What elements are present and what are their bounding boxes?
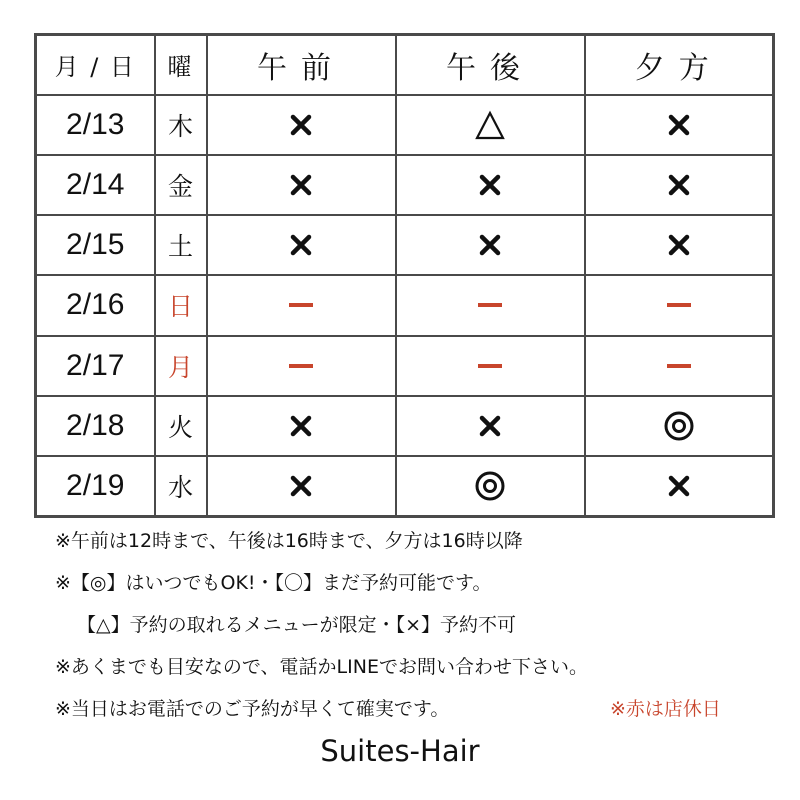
availability-table xyxy=(34,33,775,518)
salon-name: Suites-Hair xyxy=(320,734,480,768)
slot-header-morning: 午前 xyxy=(207,35,396,95)
note-line-with-holiday xyxy=(55,688,775,730)
weekday-cell: 金 xyxy=(155,155,207,215)
cross-icon xyxy=(284,469,318,503)
dash-icon xyxy=(662,349,696,383)
table-row xyxy=(36,396,774,456)
availability-cell xyxy=(585,456,774,516)
date-column-header: 月 / 日 xyxy=(36,35,155,95)
availability-cell xyxy=(207,336,396,396)
cross-icon xyxy=(284,168,318,202)
availability-cell xyxy=(585,396,774,456)
cross-icon xyxy=(284,409,318,443)
note-line: ※あくまでも目安なので、電話かLINEでお問い合わせ下さい。 xyxy=(55,656,588,678)
table-row xyxy=(36,456,774,516)
cross-icon xyxy=(662,108,696,142)
cross-icon xyxy=(662,469,696,503)
weekday-cell: 土 xyxy=(155,215,207,275)
availability-cell xyxy=(207,456,396,516)
dash-icon xyxy=(473,288,507,322)
availability-cell xyxy=(207,95,396,155)
note-line: 【△】予約の取れるメニューが限定・【×】予約不可 xyxy=(77,614,517,636)
weekday-cell: 日 xyxy=(155,275,207,335)
availability-cell xyxy=(585,155,774,215)
cross-icon xyxy=(662,228,696,262)
date-cell: 2/19 xyxy=(36,456,155,516)
date-cell: 2/18 xyxy=(36,396,155,456)
double-circle-icon xyxy=(473,469,507,503)
availability-cell xyxy=(207,215,396,275)
weekday-cell: 水 xyxy=(155,456,207,516)
holiday-legend: ※赤は店休日 xyxy=(610,698,721,720)
cross-icon xyxy=(473,228,507,262)
table-row xyxy=(36,336,774,396)
availability-cell xyxy=(207,396,396,456)
availability-cell xyxy=(207,275,396,335)
availability-cell xyxy=(396,215,585,275)
dash-icon xyxy=(473,349,507,383)
slot-header-afternoon: 午後 xyxy=(396,35,585,95)
note-line: ※午前は12時まで、午後は16時まで、夕方は16時以降 xyxy=(55,530,523,552)
cross-icon xyxy=(473,168,507,202)
weekday-cell: 木 xyxy=(155,95,207,155)
availability-cell xyxy=(396,396,585,456)
slot-header-evening: 夕方 xyxy=(585,35,774,95)
dash-icon xyxy=(284,349,318,383)
dash-icon xyxy=(284,288,318,322)
availability-cell xyxy=(585,215,774,275)
availability-cell xyxy=(396,95,585,155)
cross-icon xyxy=(473,409,507,443)
double-circle-icon xyxy=(662,409,696,443)
cross-icon xyxy=(284,228,318,262)
date-cell: 2/14 xyxy=(36,155,155,215)
table-row xyxy=(36,215,774,275)
weekday-cell: 月 xyxy=(155,336,207,396)
availability-cell xyxy=(396,336,585,396)
date-cell: 2/17 xyxy=(36,336,155,396)
cross-icon xyxy=(284,108,318,142)
note-line: ※【◎】はいつでもOK!・【〇】まだ予約可能です。 xyxy=(55,572,492,594)
weekday-cell: 火 xyxy=(155,396,207,456)
table-row xyxy=(36,95,774,155)
availability-cell xyxy=(396,155,585,215)
table-row xyxy=(36,275,774,335)
availability-cell xyxy=(207,155,396,215)
date-cell: 2/13 xyxy=(36,95,155,155)
notes xyxy=(55,520,775,730)
availability-cell xyxy=(396,275,585,335)
cross-icon xyxy=(662,168,696,202)
availability-cell xyxy=(585,95,774,155)
availability-cell xyxy=(585,275,774,335)
note-text: ※当日はお電話でのご予約が早くて確実です。 xyxy=(55,698,450,720)
availability-rows xyxy=(36,95,774,517)
availability-cell xyxy=(396,456,585,516)
table-row xyxy=(36,155,774,215)
triangle-icon xyxy=(473,108,507,142)
dash-icon xyxy=(662,288,696,322)
weekday-column-header: 曜 xyxy=(155,35,207,95)
header-row xyxy=(36,35,774,95)
availability-cell xyxy=(585,336,774,396)
date-cell: 2/15 xyxy=(36,215,155,275)
date-cell: 2/16 xyxy=(36,275,155,335)
